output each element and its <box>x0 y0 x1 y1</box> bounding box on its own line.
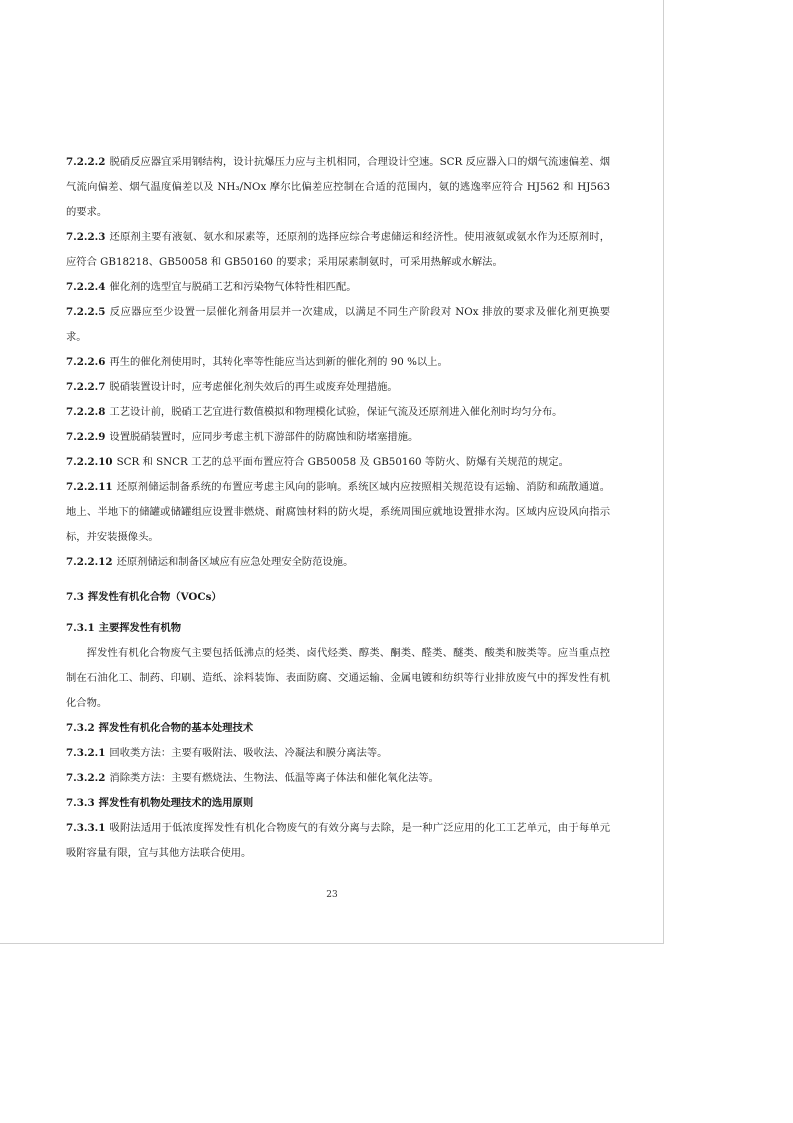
subsection-heading-7-3-2: 7.3.2 挥发性有机化合物的基本处理技术 <box>66 722 254 734</box>
clause-7-2-2-5: 7.2.2.5 反应器应至少设置一层催化剂备用层并一次建成，以满足不同生产阶段对 NOx 排放的要求及催化剂更换要求。 <box>66 306 610 343</box>
section-heading-7-3: 7.3 挥发性有机化合物（VOCs） <box>66 591 222 603</box>
clause-7-3-2-1: 7.3.2.1 回收类方法：主要有吸附法、吸收法、冷凝法和膜分离法等。 <box>66 747 388 759</box>
clause-7-2-2-9: 7.2.2.9 设置脱硝装置时，应同步考虑主机下游部件的防腐蚀和防堵塞措施。 <box>66 431 419 443</box>
page-content <box>66 150 610 866</box>
clause-7-3-3-1: 7.3.3.1 吸附法适用于低浓度挥发性有机化合物废气的有效分离与去除，是一种广泛应用的化工工艺单元，由于每单元吸附容量有限，宜与其他方法联合使用。 <box>66 822 610 859</box>
clause-7-2-2-6: 7.2.2.6 再生的催化剂使用时，其转化率等性能应当达到新的催化剂的 90 %以上。 <box>66 356 448 368</box>
clause-7-3-2-2: 7.3.2.2 消除类方法：主要有燃烧法、生物法、低温等离子体法和催化氧化法等。 <box>66 772 439 784</box>
page-number: 23 <box>326 890 338 900</box>
clause-7-2-2-8: 7.2.2.8 工艺设计前，脱硝工艺宜进行数值模拟和物理模化试验，保证气流及还原剂进入催化剂时均匀分布。 <box>66 406 563 418</box>
subsection-heading-7-3-1: 7.3.1 主要挥发性有机物 <box>66 622 182 634</box>
body-paragraph-7-3-1: 挥发性有机化合物废气主要包括低沸点的烃类、卤代烃类、醇类、酮类、醛类、醚类、酸类和胺类等。应当重点控制在石油化工、制药、印刷、造纸、涂料装饰、表面防腐、交通运输、金属电镀和纺织等行业排放废气中的挥发性有机化合物。 <box>66 647 610 709</box>
clause-7-2-2-7: 7.2.2.7 脱硝装置设计时，应考虑催化剂失效后的再生或废弃处理措施。 <box>66 381 398 393</box>
clause-7-2-2-2: 7.2.2.2 脱硝反应器宜采用钢结构，设计抗爆压力应与主机相同，合理设计空速。SCR 反应器入口的烟气流速偏差、烟气流向偏差、烟气温度偏差以及 NH₃/NOx 摩尔比偏差应控制在合适的范围内，氨的逃逸率应符合 HJ562 和 HJ563 的要求。 <box>66 156 610 218</box>
clause-7-2-2-3: 7.2.2.3 还原剂主要有液氨、氨水和尿素等，还原剂的选择应综合考虑储运和经济性。使用液氨或氨水作为还原剂时，应符合 GB18218、GB50058 和 GB50160 的要求；采用尿素制氨时，可采用热解或水解法。 <box>66 231 610 268</box>
clause-7-2-2-4: 7.2.2.4 催化剂的选型宜与脱硝工艺和污染物气体特性相匹配。 <box>66 281 357 293</box>
subsection-heading-7-3-3: 7.3.3 挥发性有机物处理技术的选用原则 <box>66 797 254 809</box>
clause-7-2-2-10: 7.2.2.10 SCR 和 SNCR 工艺的总平面布置应符合 GB50058 及 GB50160 等防火、防爆有关规范的规定。 <box>66 456 569 468</box>
clause-7-2-2-12: 7.2.2.12 还原剂储运和制备区域应有应急处理安全防范设施。 <box>66 556 354 568</box>
clause-7-2-2-11: 7.2.2.11 还原剂储运制备系统的布置应考虑主风向的影响。系统区域内应按照相关规范设有运输、消防和疏散通道。地上、半地下的储罐或储罐组应设置非燃烧、耐腐蚀材料的防火堤，系统周围应就地设置排水沟。区域内应设风向指示标，并安装摄像头。 <box>66 481 610 543</box>
